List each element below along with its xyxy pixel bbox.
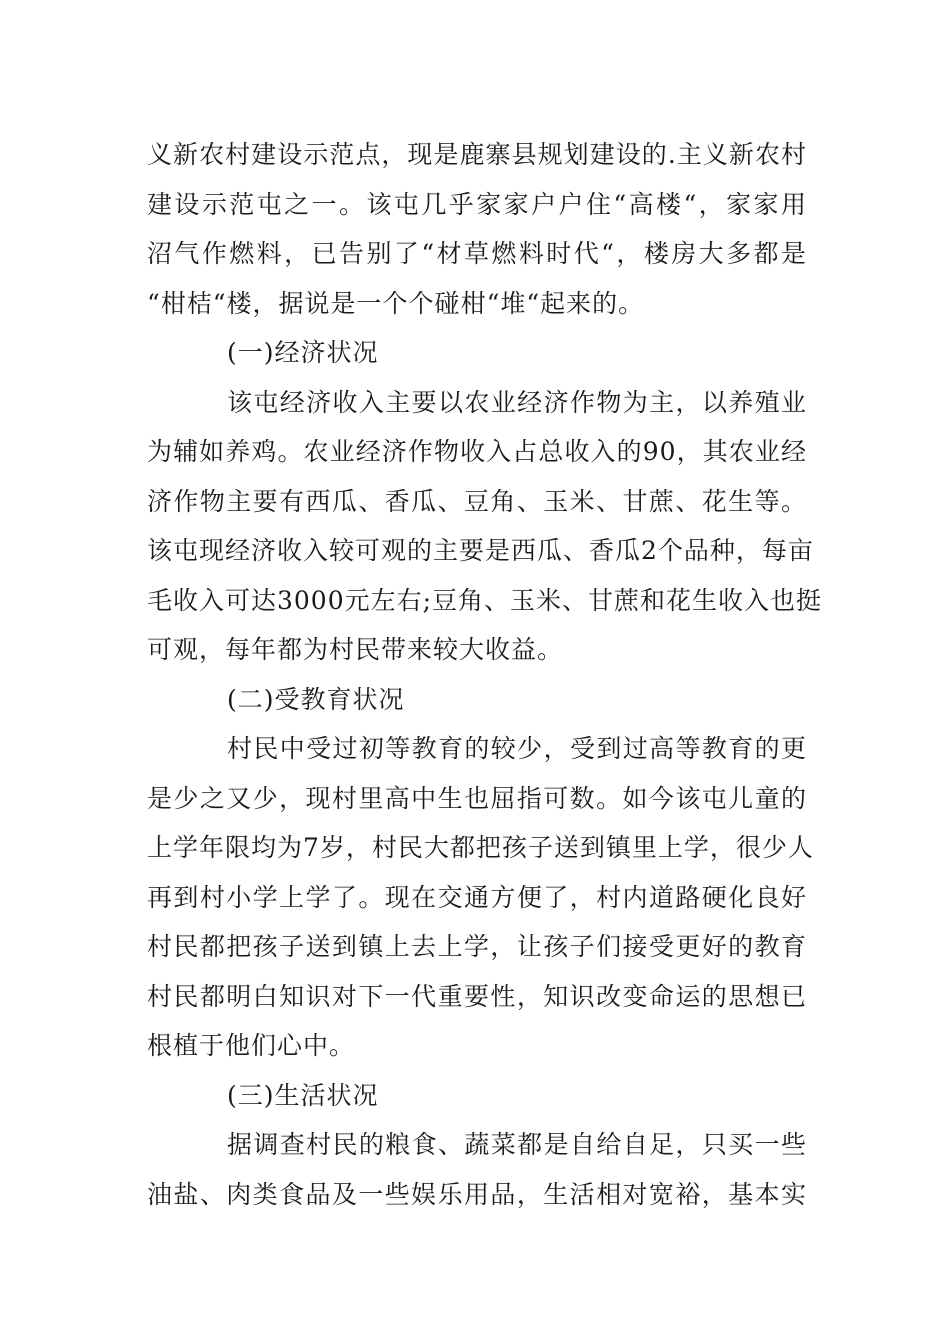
text-line: 可观，每年都为村民带来较大收益。 — [147, 635, 564, 664]
paragraph-living — [147, 1120, 807, 1219]
text-line: 该屯经济收入主要以农业经济作物为主，以养殖业 — [227, 387, 807, 417]
paragraph-intro — [147, 130, 807, 328]
paragraph-economy — [147, 378, 823, 675]
text-line: “柑桔“楼，据说是一个个碰柑“堆“起来的。 — [147, 288, 645, 318]
text-line: 济作物主要有西瓜、香瓜、豆角、玉米、甘蔗、花生等。 — [147, 486, 807, 516]
text-line: 建设示范屯之一。该屯几乎家家户户住“高楼“，家家用 — [147, 189, 807, 219]
section-heading-economy: (一)经济状况 — [227, 338, 379, 367]
text-line: 据调查村民的粮食、蔬菜都是自给自足，只买一些 — [227, 1130, 807, 1159]
text-line: 为辅如养鸡。农业经济作物收入占总收入的90，其农业经 — [147, 437, 807, 466]
text-line: 村民都把孩子送到镇上去上学，让孩子们接受更好的教育 — [147, 932, 807, 961]
text-line: 再到村小学上学了。现在交通方便了，村内道路硬化良好 — [147, 882, 807, 912]
section-heading-education: (二)受教育状况 — [227, 684, 405, 714]
text-line: 村民中受过初等教育的较少，受到过高等教育的更 — [227, 734, 807, 763]
text-line: 义新农村建设示范点，现是鹿寨县规划建设的.主义新农村 — [147, 140, 807, 169]
text-line: 该屯现经济收入较可观的主要是西瓜、香瓜2个品种，每亩 — [147, 536, 814, 565]
text-line: 油盐、肉类食品及一些娱乐用品，生活相对宽裕，基本实 — [147, 1179, 807, 1209]
paragraph-education — [147, 724, 814, 1071]
text-line: 沼气作燃料，已告别了“材草燃料时代“，楼房大多都是 — [147, 239, 807, 268]
section-heading-living: (三)生活状况 — [227, 1080, 379, 1110]
text-line: 是少之又少，现村里高中生也屈指可数。如今该屯儿童的 — [147, 783, 807, 813]
text-line: 上学年限均为7岁，村民大都把孩子送到镇里上学，很少人 — [147, 833, 814, 862]
text-line: 毛收入可达3000元左右;豆角、玉米、甘蔗和花生收入也挺 — [147, 585, 823, 615]
document-body — [147, 130, 823, 1219]
text-line: 根植于他们心中。 — [147, 1031, 356, 1060]
text-line: 村民都明白知识对下一代重要性，知识改变命运的思想已 — [147, 981, 807, 1011]
